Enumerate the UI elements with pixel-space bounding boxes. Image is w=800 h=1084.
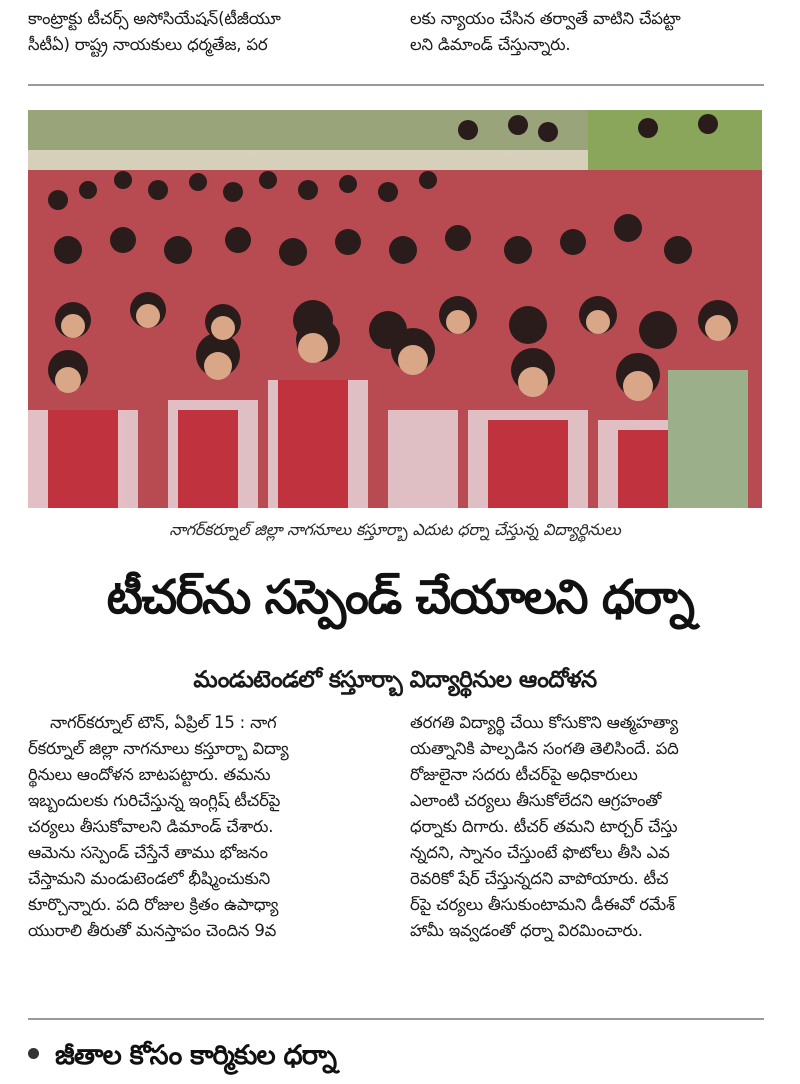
text-line: కాంట్రాక్టు టీచర్స్ అసోసియేషన్(టీజీయూ (28, 9, 281, 28)
bottom-divider (28, 1018, 764, 1020)
text-line: లని డిమాండ్ చేస్తున్నారు. (410, 35, 571, 54)
photo-caption: నాగర్‌కర్నూల్ జిల్లా నాగనూలు కస్తూర్బా ఎదుట ధర్నా చేస్తున్న విద్యార్థినులు (169, 520, 621, 539)
next-article-headline: జీతాల కోసం కార్మికుల ధర్నా (55, 1040, 337, 1071)
article-headline: టీచర్‌ను సస్పెండ్ చేయాలని ధర్నా (106, 570, 694, 625)
text-line: హామీ ఇవ్వడంతో ధర్నా విరమించారు. (410, 921, 643, 940)
article-subheadline: మండుటెండలో కస్తూర్బా విద్యార్థినుల ఆందోళన (193, 667, 597, 693)
top-right-column (410, 6, 766, 58)
text-line: ర్‌కర్నూల్ జిల్లా నాగనూలు కస్తూర్బా విద్యా (28, 739, 289, 758)
text-line: నాగర్‌కర్నూల్ టౌన్, ఏప్రిల్ 15 : నాగ (50, 713, 277, 732)
bullet-icon (28, 1048, 39, 1059)
text-line: రోజులైనా సదరు టీచర్‌పై అధికారులు (410, 765, 638, 784)
top-divider (28, 84, 764, 86)
protest-photo (28, 110, 762, 508)
text-line: లకు న్యాయం చేసిన తర్వాతే వాటిని చేపట్టా (410, 9, 681, 28)
text-line: ఎలాంటి చర్యలు తీసుకోలేదని ఆగ్రహంతో (410, 791, 662, 810)
text-line: చర్యలు తీసుకోవాలని డిమాండ్ చేశారు. (28, 817, 274, 836)
protest-photo-image (28, 110, 762, 508)
text-line: తరగతి విద్యార్థి చేయి కోసుకొని ఆత్మహత్యా (410, 713, 678, 732)
article-left-column (28, 710, 384, 944)
top-left-column (28, 6, 384, 58)
text-line: ర్‌పై చర్యలు తీసుకుంటామని డీఈవో రమేశ్ (410, 895, 675, 914)
text-line: చేస్తామని మండుటెండలో భీష్మించుకుని (28, 869, 270, 888)
text-line: యత్నానికి పాల్పడిన సంగతి తెలిసిందే. పది (410, 739, 679, 758)
text-line: న్నదని, స్నానం చేస్తుంటే ఫొటోలు తీసి ఎవ (410, 843, 670, 862)
text-line: యురాలి తీరుతో మనస్తాపం చెందిన 9వ (28, 921, 277, 940)
text-line: ఇబ్బందులకు గురిచేస్తున్న ఇంగ్లిష్ టీచర్‌పై (28, 791, 281, 810)
text-line: ర్థినులు ఆందోళన బాటపట్టారు. తమను (28, 765, 271, 784)
text-line: సీటీఏ) రాష్ట్ర నాయకులు ధర్మతేజ, పర (28, 35, 268, 54)
article-right-column (410, 710, 766, 944)
text-line: కూర్చొన్నారు. పది రోజుల క్రితం ఉపాధ్యా (28, 895, 279, 914)
text-line: ధర్నాకు దిగారు. టీచర్ తమని టార్చర్ చేస్తు (410, 817, 678, 836)
text-line: ఆమెను సస్పెండ్ చేస్తేనే తాము భోజనం (28, 843, 268, 862)
text-line: రెవరికో షేర్ చేస్తున్నదని వాపోయారు. టీచ (410, 869, 669, 888)
next-article-heading (28, 1036, 336, 1076)
